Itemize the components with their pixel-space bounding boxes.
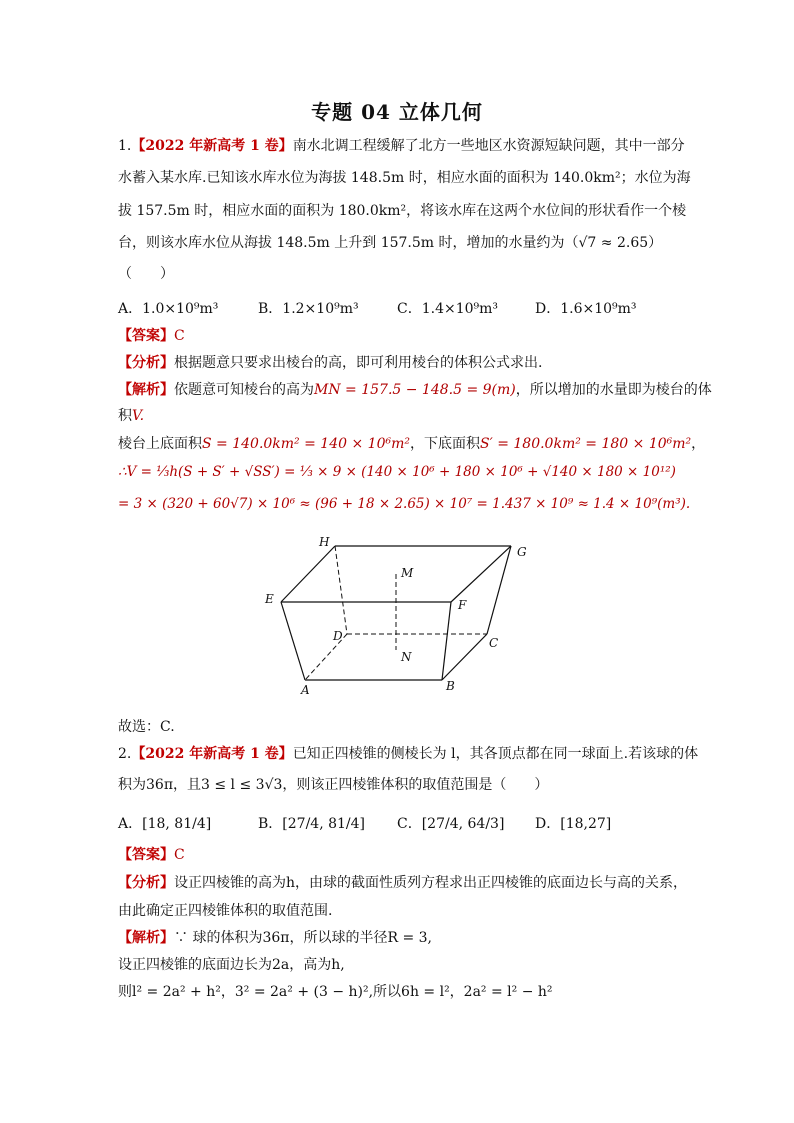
- q2-solution-1: [118, 928, 678, 948]
- q1-line-4: 台，则该水库水位从海拔 148.5m 上升到 157.5m 时，增加的水量约为（√7 ≈ 2.65）: [118, 235, 663, 251]
- q2-answer-value: C: [174, 847, 185, 863]
- q2-option-d: [535, 813, 611, 833]
- q1-line-2: 水蓄入某水库.已知该水库水位为海拔 148.5m 时，相应水面的面积为 140.0km²；水位为海: [118, 170, 691, 186]
- q1-sol-math-3a: S = 140.0km² = 140 × 10⁶m²: [202, 436, 410, 452]
- edge-HD: [335, 546, 347, 634]
- q2-option-b-letter: B．: [258, 816, 283, 832]
- frustum-figure: [255, 530, 545, 700]
- q2-line-2: 积为36π，且3 ≤ l ≤ 3√3，则该正四棱锥体积的取值范围是（ ）: [118, 777, 549, 793]
- label-C: C: [489, 636, 499, 650]
- label-N: N: [401, 650, 412, 664]
- edge-BC: [442, 634, 487, 680]
- q1-line-3: 拔 157.5m 时，相应水面的面积为 180.0km²，将该水库在这两个水位间的形状看作一个棱: [118, 203, 687, 219]
- edge-EA: [281, 602, 305, 680]
- q1-conclusion: 故选：C.: [118, 719, 175, 735]
- label-H: H: [319, 535, 330, 549]
- label-M: M: [401, 566, 414, 580]
- q1-sol-text-1: 依题意可知棱台的高为: [174, 382, 314, 398]
- q2-solution-tag: 【解析】: [118, 930, 174, 946]
- q2-line-1: [118, 744, 699, 764]
- q2-option-a: [118, 813, 211, 833]
- q2-analysis-2: 由此确定正四棱锥体积的取值范围.: [118, 903, 333, 919]
- q1-analysis-text: 根据题意只要求出棱台的高，即可利用棱台的体积公式求出.: [174, 355, 543, 371]
- q1-sol-math-3b: S′ = 180.0km² = 180 × 10⁶m²: [479, 436, 692, 452]
- q2-option-a-letter: A．: [118, 816, 143, 832]
- q2-answer: [118, 845, 678, 865]
- q1-sol-tail-1: ，所以增加的水量即为棱台的体: [515, 382, 712, 398]
- edge-EH: [281, 546, 335, 602]
- page-title: 专题 04 立体几何: [311, 100, 483, 124]
- q2-option-c-text: [27/4, 64/3]: [421, 816, 505, 832]
- label-G: G: [517, 545, 527, 559]
- q1-line-1: [118, 136, 685, 156]
- q1-answer-tag: 【答案】: [118, 328, 174, 344]
- q2-answer-tag: 【答案】: [118, 847, 174, 863]
- q1-solution-4: ∴V = ⅓h(S + S′ + √SS′) = ⅓ × 9 × (140 × 10⁶ + 180 × 10⁶ + √140 × 180 × 10¹²): [118, 464, 676, 480]
- q2-stem-1: 已知正四棱锥的侧棱长为 l，其各顶点都在同一球面上.若该球的体: [292, 746, 699, 762]
- q2-option-d-letter: D．: [535, 816, 561, 832]
- q1-solution-2: [118, 406, 678, 426]
- q1-option-b: B．1.2×10⁹m³: [258, 301, 359, 317]
- q1-answer: [118, 326, 678, 346]
- label-B: B: [446, 679, 455, 693]
- edge-GC: [487, 546, 511, 634]
- q1-sol-math-1: MN = 157.5 − 148.5 = 9(m): [314, 382, 516, 398]
- q2-option-b-text: [27/4, 81/4]: [282, 816, 365, 832]
- label-F: F: [458, 598, 467, 612]
- q1-solution-tag: 【解析】: [118, 382, 174, 398]
- q2-option-d-text: [18,27]: [560, 816, 612, 832]
- q2-solution-2: 设正四棱锥的底面边长为2a，高为h,: [118, 957, 345, 973]
- q1-analysis-tag: 【分析】: [118, 355, 174, 371]
- q1-sol-text-3b: ，下底面积: [409, 436, 480, 452]
- q1-sol-math-2: V.: [132, 408, 145, 424]
- q1-source: 【2022 年新高考 1 卷】: [131, 138, 293, 154]
- q1-option-a: A．1.0×10⁹m³: [118, 301, 219, 317]
- q2-option-a-text: [18, 81/4]: [142, 816, 212, 832]
- q1-number: 1.: [118, 138, 132, 154]
- q2-number: 2.: [118, 746, 132, 762]
- label-A: A: [301, 683, 310, 697]
- q2-solution-3: 则l² = 2a² + h²，3² = 2a² + (3 − h)²,所以6h = l²，2a² = l² − h²: [118, 984, 553, 1000]
- edge-FG: [451, 546, 511, 602]
- q1-sol-text-3a: 棱台上底面积: [118, 436, 202, 452]
- q1-solution-1: [118, 380, 712, 400]
- q2-source: 【2022 年新高考 1 卷】: [131, 746, 293, 762]
- q1-stem-1: 南水北调工程缓解了北方一些地区水资源短缺问题，其中一部分: [292, 138, 685, 154]
- q1-solution-3: [118, 434, 706, 454]
- q1-analysis: [118, 353, 678, 373]
- q1-sol-text-2: 积: [118, 408, 132, 424]
- q1-option-d: D．1.6×10⁹m³: [535, 301, 637, 317]
- q2-option-c: [397, 813, 504, 833]
- q1-sol-text-3c: ，: [691, 436, 706, 452]
- q1-blank: （ ）: [118, 266, 174, 282]
- q2-sol-text-1: ∵ 球的体积为36π，所以球的半径R = 3,: [174, 930, 432, 946]
- q2-option-b: [258, 813, 365, 833]
- q1-solution-5: = 3 × (320 + 60√7) × 10⁶ ≈ (96 + 18 × 2.65) × 10⁷ = 1.437 × 10⁹ ≈ 1.4 × 10⁹(m³).: [118, 496, 691, 512]
- q1-option-c: C．1.4×10⁹m³: [397, 301, 499, 317]
- q2-analysis-1: [118, 873, 688, 893]
- q2-analysis-tag: 【分析】: [118, 875, 174, 891]
- q2-analysis-text-1: 设正四棱锥的高为h，由球的截面性质列方程求出正四棱锥的底面边长与高的关系，: [174, 875, 688, 891]
- edge-FB: [442, 602, 451, 680]
- q2-option-c-letter: C．: [397, 816, 422, 832]
- q1-answer-value: C: [174, 328, 185, 344]
- label-D: D: [333, 629, 343, 643]
- label-E: E: [265, 592, 274, 606]
